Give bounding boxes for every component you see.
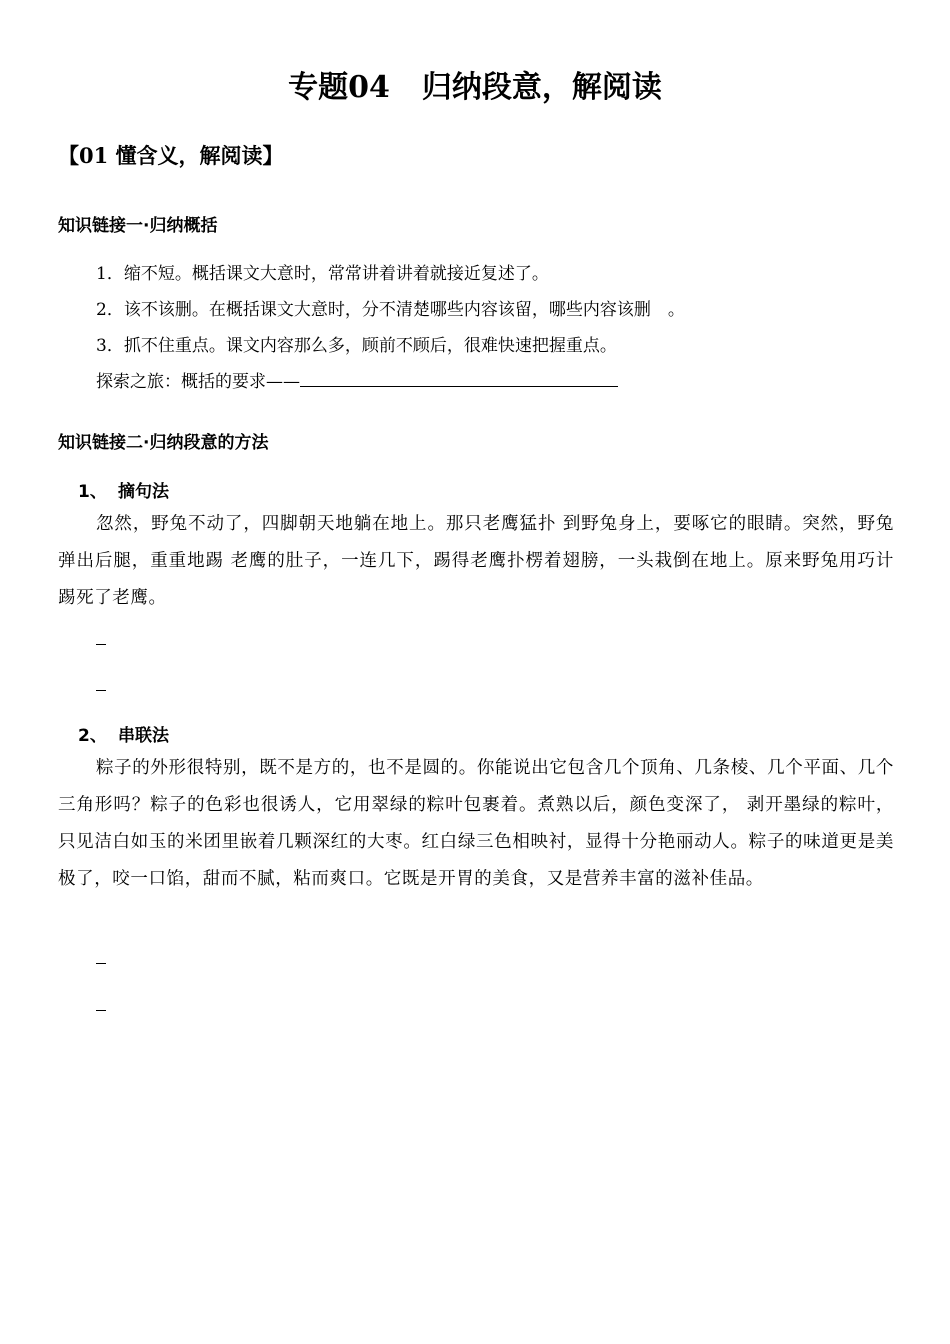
- method-2-heading: [78, 721, 169, 746]
- answer-dash: [96, 690, 106, 691]
- method-2-paragraph: 粽子的外形很特别，既不是方的，也不是圆的。你能说出它包含几个顶角、几条棱、几个平面、几个三角形吗？粽子的色彩也很诱人，它用翠绿的粽叶包裹着。煮熟以后，颜色变深了， 剥开墨绿的粽叶，只见洁白如玉的米团里嵌着几颗深红的大枣。红白绿三色相映衬，显得十分艳丽动人。粽子的味道更是美极了，咬一口馅，甜而不腻，粘而爽口。它既是开胃的美食，又是营养丰富的滋补佳品。: [58, 758, 894, 889]
- title-topic-number: 专题04: [288, 70, 390, 105]
- answer-dash: [96, 963, 106, 964]
- method-number: 1、: [78, 482, 107, 502]
- answer-dash: [96, 644, 106, 645]
- explore-label: 探索之旅：概括的要求——: [96, 372, 300, 392]
- list-item: 2．该不该删。在概括课文大意时，分不清楚哪些内容该留，哪些内容该删 。: [96, 300, 685, 320]
- title-text: 归纳段意，解阅读: [421, 70, 662, 105]
- method-1-paragraph: 忽然，野兔不动了，四脚朝天地躺在地上。那只老鹰猛扑 到野兔身上，要啄它的眼睛。突然，野兔弹出后腿，重重地踢 老鹰的肚子，一连几下，踢得老鹰扑楞着翅膀，一头栽倒在地上。原来野兔用巧计踢死了老鹰。: [58, 514, 894, 608]
- explore-line: [96, 367, 618, 392]
- answer-dash: [96, 1010, 106, 1011]
- method-name: 摘句法: [118, 482, 169, 502]
- knowledge-link-2-heading: 知识链接二·归纳段意的方法: [58, 433, 269, 453]
- answer-blank: [300, 368, 618, 387]
- page-title: [0, 62, 950, 106]
- list-item: 3．抓不住重点。课文内容那么多，顾前不顾后，很难快速把握重点。: [96, 336, 617, 356]
- section-heading: 【01 懂含义，解阅读】: [58, 143, 284, 168]
- method-number: 2、: [78, 726, 107, 746]
- list-item: 1．缩不短。概括课文大意时，常常讲着讲着就接近复述了。: [96, 264, 549, 284]
- method-1-heading: [78, 477, 169, 502]
- knowledge-link-1-heading: 知识链接一·归纳概括: [58, 216, 218, 236]
- method-name: 串联法: [118, 726, 169, 746]
